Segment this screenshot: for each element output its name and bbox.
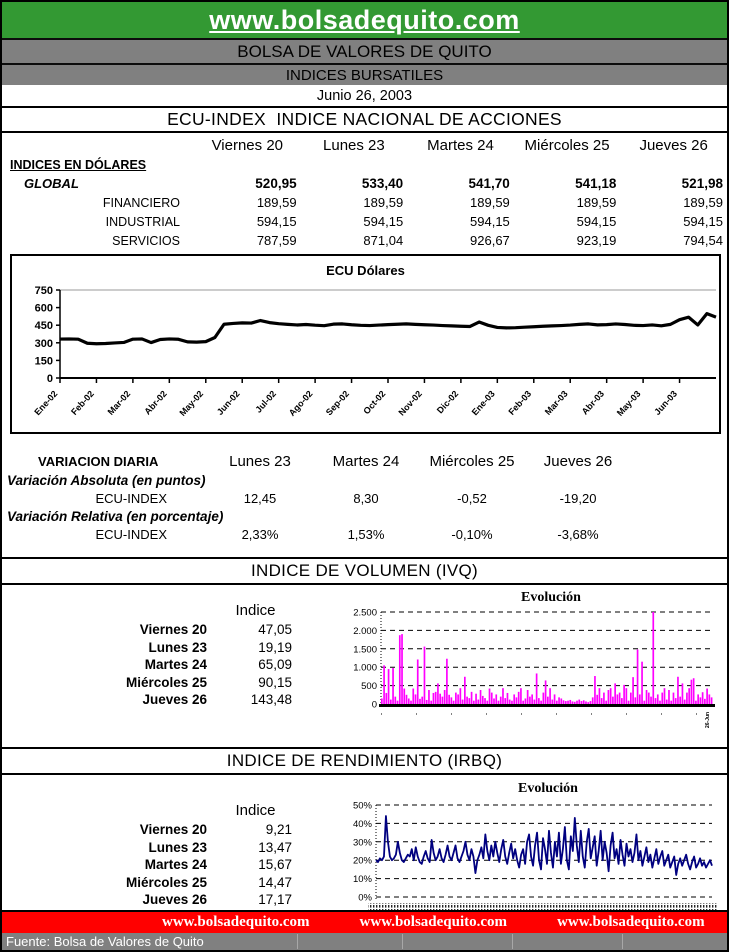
footer-cell-divider (402, 934, 403, 949)
svg-text:Jun-02: Jun-02 (214, 388, 242, 417)
index-value: 189,59 (470, 195, 510, 210)
table-row (2, 674, 304, 692)
svg-text:May-02: May-02 (177, 388, 206, 419)
exchange-title: BOLSA DE VALORES DE QUITO (237, 41, 492, 61)
row-label: ECU-INDEX (95, 527, 167, 542)
table-row (2, 691, 304, 709)
table-row (2, 621, 304, 639)
volumen-chart-svg (347, 606, 722, 732)
variacion-subsection-label: Variación Absoluta (en puntos) (7, 473, 206, 488)
rendimiento-table-body (2, 821, 304, 909)
day-label: Lunes 23 (148, 839, 207, 855)
svg-text:Ene-02: Ene-02 (32, 388, 60, 418)
index-value: 594,15 (683, 214, 723, 229)
index-value: 189,59 (256, 195, 297, 210)
table-row (2, 174, 727, 193)
svg-text:40%: 40% (352, 818, 372, 830)
ecu-index-title-text: ECU-INDEX INDICE NACIONAL DE ACCIONES (167, 109, 562, 129)
day-label: Miércoles 25 (125, 874, 207, 890)
variacion-title: VARIACION DIARIA (38, 453, 159, 469)
day-header: Viernes 20 (211, 137, 284, 154)
day-label: Jueves 26 (142, 892, 207, 908)
volumen-col-header: Indice (235, 601, 276, 619)
index-value: 594,15 (363, 214, 404, 229)
variacion-body (2, 472, 727, 544)
footer-url-link[interactable]: www.bolsadequito.com (557, 914, 705, 930)
variacion-value: 8,30 (353, 491, 379, 506)
footer-url-link[interactable]: www.bolsadequito.com (359, 914, 508, 930)
index-value: 533,40 (361, 176, 404, 191)
rendimiento-title-text: INDICE DE RENDIMIENTO (IRBQ) (226, 751, 503, 770)
ecu-dolares-chart-box (10, 254, 721, 434)
rendimiento-chart-title: Evolución (518, 781, 578, 796)
row-label: ECU-INDEX (95, 491, 167, 506)
svg-text:50%: 50% (352, 800, 372, 812)
rendimiento-col-header: Indice (235, 801, 276, 819)
report-date-row (2, 85, 727, 108)
source-text: Fuente: Bolsa de Valores de Quito (6, 934, 204, 949)
day-header: Lunes 23 (323, 137, 385, 154)
index-value: 594,15 (576, 214, 617, 229)
table-row (2, 839, 304, 857)
day-label: Viernes 20 (139, 822, 207, 838)
variacion-value: 12,45 (243, 491, 277, 506)
day-header: Jueves 26 (639, 137, 708, 154)
table-row (2, 874, 304, 892)
svg-text:150: 150 (34, 355, 53, 368)
footer-cell-divider (297, 934, 298, 949)
day-label: Miércoles 25 (125, 674, 207, 690)
table-row (2, 193, 727, 212)
index-value: 143,48 (250, 692, 292, 708)
svg-text:Ago-02: Ago-02 (286, 388, 315, 419)
table-row (2, 212, 727, 231)
indices-day-header-row (2, 135, 727, 156)
index-value: 541,70 (468, 176, 510, 191)
svg-text:300: 300 (34, 337, 53, 350)
day-header: Martes 24 (427, 137, 494, 154)
svg-text:30%: 30% (352, 837, 372, 849)
index-label: SERVICIOS (112, 233, 180, 248)
volumen-title-text: INDICE DE VOLUMEN (IVQ) (251, 561, 478, 580)
svg-text:1.000: 1.000 (353, 662, 377, 674)
day-label: Martes 24 (144, 657, 207, 673)
index-value: 926,67 (470, 233, 510, 248)
index-value: 871,04 (363, 233, 404, 248)
svg-text:Abr-03: Abr-03 (579, 388, 607, 417)
svg-text:500: 500 (361, 681, 377, 693)
svg-text:0: 0 (371, 699, 377, 711)
index-value: 794,54 (683, 233, 723, 248)
table-row (2, 639, 304, 657)
day-header: Miércoles 25 (429, 452, 515, 470)
index-value: 189,59 (683, 195, 723, 210)
footer-url-banner (2, 910, 727, 933)
indices-table (2, 133, 727, 250)
index-label: INDUSTRIAL (105, 214, 180, 229)
day-header: Miércoles 25 (524, 137, 610, 154)
index-value: 13,47 (258, 839, 292, 855)
svg-text:May-03: May-03 (614, 388, 643, 419)
variacion-header-row (2, 450, 727, 472)
rendimiento-section-title (2, 747, 727, 775)
index-value: 19,19 (258, 639, 292, 655)
indices-group-label: INDICES EN DÓLARES (10, 158, 147, 172)
svg-text:450: 450 (34, 320, 53, 333)
site-url-banner (2, 2, 727, 40)
ecu-chart-svg (14, 282, 727, 432)
table-row (2, 489, 727, 508)
volumen-table (2, 599, 304, 709)
svg-text:Jul-02: Jul-02 (253, 388, 279, 415)
svg-text:Nov-02: Nov-02 (396, 388, 424, 418)
svg-text:600: 600 (34, 302, 53, 315)
index-value: 90,15 (258, 674, 292, 690)
index-value: 189,59 (363, 195, 404, 210)
svg-text:1.500: 1.500 (353, 644, 377, 656)
index-value: 541,18 (575, 176, 617, 191)
index-label: GLOBAL (24, 176, 79, 191)
svg-text:26-Jun: 26-Jun (705, 711, 711, 728)
svg-text:0%: 0% (358, 892, 372, 904)
volumen-chart-title: Evolución (521, 590, 581, 605)
ecu-chart-title: ECU Dólares (326, 263, 405, 278)
volumen-table-header (2, 599, 304, 621)
index-value: 15,67 (258, 857, 292, 873)
rendimiento-table-header (2, 799, 304, 821)
svg-text:Mar-02: Mar-02 (105, 388, 133, 417)
report-date: Junio 26, 2003 (316, 87, 413, 104)
variacion-value: -0,10% (451, 527, 493, 542)
day-label: Lunes 23 (148, 639, 207, 655)
svg-text:20%: 20% (352, 855, 372, 867)
index-value: 65,09 (258, 657, 292, 673)
index-value: 594,15 (256, 214, 297, 229)
day-label: Viernes 20 (139, 622, 207, 638)
variacion-value: 1,53% (347, 527, 385, 542)
day-header: Martes 24 (332, 452, 400, 470)
volumen-section-content (2, 585, 727, 735)
day-label: Martes 24 (144, 857, 207, 873)
index-value: 17,17 (258, 892, 292, 908)
svg-text:Feb-03: Feb-03 (506, 388, 534, 417)
svg-text:Sep-02: Sep-02 (323, 388, 352, 418)
variacion-diaria-block (2, 450, 727, 544)
source-footer (2, 933, 727, 950)
svg-text:Feb-02: Feb-02 (69, 388, 96, 417)
footer-cell-divider (512, 934, 513, 949)
svg-text:Ene-03: Ene-03 (469, 388, 497, 418)
site-url-link[interactable]: www.bolsadequito.com (209, 4, 520, 35)
bulletin-subtitle: INDICES BURSATILES (285, 66, 444, 84)
svg-text:10%: 10% (352, 874, 372, 886)
volumen-table-body (2, 621, 304, 709)
index-value: 9,21 (265, 822, 292, 838)
index-value: 520,95 (255, 176, 297, 191)
index-value: 787,59 (256, 233, 297, 248)
table-row (2, 821, 304, 839)
svg-text:0: 0 (46, 373, 53, 385)
indices-table-body (2, 174, 727, 250)
day-header: Lunes 23 (229, 452, 291, 470)
svg-text:Abr-02: Abr-02 (142, 388, 169, 417)
table-row (2, 231, 727, 250)
index-value: 14,47 (258, 874, 292, 890)
footer-cell-divider (622, 934, 623, 949)
day-label: Jueves 26 (142, 692, 207, 708)
rendimiento-table (2, 799, 304, 909)
bulletin-subtitle-band (2, 65, 727, 85)
variacion-value: -19,20 (559, 491, 597, 506)
table-row (2, 656, 304, 674)
footer-url-link[interactable]: www.bolsadequito.com (162, 914, 310, 930)
index-label: FINANCIERO (102, 195, 180, 210)
exchange-title-band (2, 40, 727, 65)
index-value: 521,98 (681, 176, 723, 191)
variacion-value: -0,52 (457, 491, 487, 506)
svg-text:Mar-03: Mar-03 (542, 388, 570, 417)
day-header: Jueves 26 (543, 452, 613, 470)
volumen-section-title (2, 557, 727, 585)
svg-text:Dic-02: Dic-02 (434, 388, 461, 416)
index-value: 594,15 (470, 214, 510, 229)
svg-text:2.000: 2.000 (353, 625, 377, 637)
table-row (2, 525, 727, 544)
variacion-subsection-label: Variación Relativa (en porcentaje) (7, 509, 224, 524)
variacion-value: -3,68% (557, 527, 599, 542)
table-row (2, 856, 304, 874)
volumen-chart (347, 590, 725, 737)
svg-text:750: 750 (34, 285, 53, 297)
svg-text:Jun-03: Jun-03 (652, 388, 680, 417)
ecu-index-section-title (2, 108, 727, 133)
table-row (2, 891, 304, 909)
index-value: 189,59 (576, 195, 617, 210)
variacion-value: 2,33% (241, 527, 279, 542)
index-value: 47,05 (258, 622, 292, 638)
svg-text:2.500: 2.500 (353, 607, 377, 619)
index-value: 923,19 (576, 233, 617, 248)
svg-text:Oct-02: Oct-02 (361, 388, 388, 417)
